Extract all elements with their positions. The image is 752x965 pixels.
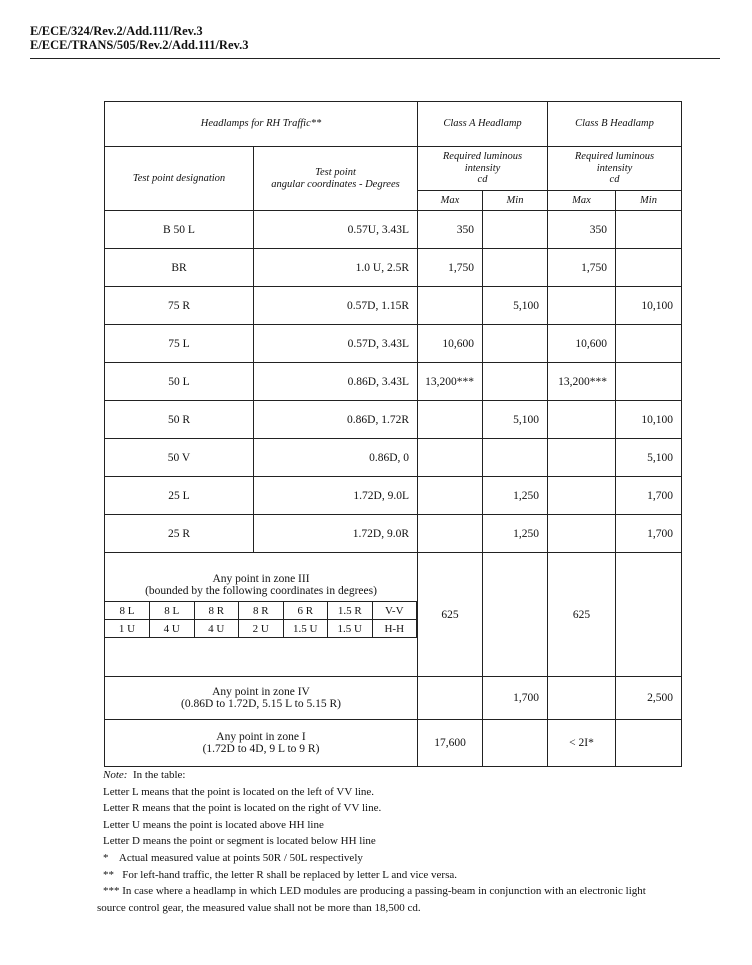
zone-i-class-a-max: 17,600 [418,720,483,767]
coordinates-cell: 1.72D, 9.0R [254,515,418,553]
class-a-min-cell [483,363,548,401]
zone-i-line2: (1.72D to 4D, 9 L to 9 R) [202,743,320,755]
test-point-cell: B 50 L [105,211,254,249]
zone-iii-line1: Any point in zone III [212,573,310,585]
zone-iv-row [105,677,682,720]
zone-coordinate: 2 U [239,620,284,638]
test-point-cell: 75 L [105,325,254,363]
class-a-min-cell [483,249,548,287]
table-row [105,211,682,249]
zone-coordinate: 1 U [105,620,150,638]
class-a-max-cell [418,439,483,477]
footnote-triple-star [97,883,657,916]
class-a-min-cell: 1,250 [483,477,548,515]
note-letter-u: Letter U means the point is located above HH line [103,818,324,831]
table-notes [97,767,657,916]
test-point-cell: BR [105,249,254,287]
test-point-cell: 50 L [105,363,254,401]
required-line3: cd [477,174,488,186]
class-b-max-header: Max [548,191,616,211]
zone-coordinate: 6 R [283,602,328,620]
zone-coordinate: V-V [372,602,417,620]
table-row [105,439,682,477]
document-header [30,24,720,52]
zone-i-class-b-max: < 2I* [548,720,616,767]
required-line2: intensity [464,162,501,174]
zone-iv-cell [105,677,418,720]
coordinates-cell: 1.0 U, 2.5R [254,249,418,287]
class-b-min-cell: 1,700 [616,515,682,553]
class-a-min-cell: 5,100 [483,287,548,325]
note-letter-l: Letter L means that the point is located on the left of VV line. [103,785,375,798]
class-a-max-cell: 350 [418,211,483,249]
zone-coordinate: 1.5 U [283,620,328,638]
coordinates-cell: 0.57D, 1.15R [254,287,418,325]
designation-header: Test point designation [105,147,254,211]
class-a-max-cell [418,515,483,553]
zone-iv-class-b-max [548,677,616,720]
zone-coordinate: H-H [372,620,417,638]
required-line3: cd [609,174,620,186]
class-b-min-cell: 10,100 [616,287,682,325]
zone-iii-coordinates [105,601,417,638]
class-a-min-cell [483,325,548,363]
class-b-max-cell [548,287,616,325]
coordinates-cell: 0.57D, 3.43L [254,325,418,363]
zone-iii-class-b-max: 625 [548,553,616,677]
coordinates-cell: 1.72D, 9.0L [254,477,418,515]
coordinates-cell: 0.57U, 3.43L [254,211,418,249]
zone-i-row [105,720,682,767]
zone-coordinate: 8 R [194,602,239,620]
class-a-max-cell: 1,750 [418,249,483,287]
zone-iii-class-b-min [616,553,682,677]
test-point-cell: 25 L [105,477,254,515]
class-b-min-cell [616,363,682,401]
class-b-header: Class B Headlamp [548,102,682,147]
table-row [105,325,682,363]
note-label: Note: [103,769,128,781]
coordinates-header-line2: angular coordinates - Degrees [271,178,400,190]
zone-iv-class-a-min: 1,700 [483,677,548,720]
class-b-max-cell [548,401,616,439]
title-row [105,102,682,147]
coordinates-cell: 0.86D, 1.72R [254,401,418,439]
class-b-min-cell: 1,700 [616,477,682,515]
zone-iv-line1: Any point in zone IV [212,686,310,698]
class-b-min-cell [616,211,682,249]
test-point-cell: 75 R [105,287,254,325]
class-a-min-header: Min [483,191,548,211]
class-b-max-cell: 13,200*** [548,363,616,401]
zone-iii-class-a-min [483,553,548,677]
class-b-required-header [548,147,682,191]
zone-iv-line2: (0.86D to 1.72D, 5.15 L to 5.15 R) [181,698,341,710]
footnote-text: For left-hand traffic, the letter R shall be replaced by letter L and vice versa. [122,868,457,881]
class-b-max-cell: 350 [548,211,616,249]
class-a-min-cell: 1,250 [483,515,548,553]
zone-coordinate: 4 U [150,620,195,638]
class-b-min-cell [616,249,682,287]
class-a-max-cell: 13,200*** [418,363,483,401]
class-a-min-cell: 5,100 [483,401,548,439]
table-row [105,401,682,439]
zone-iv-class-b-min: 2,500 [616,677,682,720]
footnote-marker: * [103,851,109,864]
document-symbol-2: E/ECE/TRANS/505/Rev.2/Add.111/Rev.3 [30,38,249,52]
note-letter-d: Letter D means the point or segment is located below HH line [103,835,376,848]
zone-iii-row [105,553,682,677]
class-b-max-cell: 10,600 [548,325,616,363]
coordinates-header [254,147,418,211]
class-a-max-cell [418,401,483,439]
table-row [105,515,682,553]
class-b-min-cell [616,325,682,363]
subheader-row [105,147,682,191]
footnote-marker: ** [103,868,114,881]
footnote-marker: *** [103,885,120,898]
class-b-max-cell [548,477,616,515]
zone-iv-class-a-max [418,677,483,720]
footnote-single-star [97,850,657,867]
footnote-text: In case where a headlamp in which LED modules are producing a passing-beam in conjunction with an electronic light source control gear, the measured value shall not be more than 18,500 cd. [97,885,646,914]
table-row [105,363,682,401]
class-b-min-header: Min [616,191,682,211]
coordinates-cell: 0.86D, 3.43L [254,363,418,401]
table-row [105,249,682,287]
coordinates-header-line1: Test point [315,167,356,178]
table-title: Headlamps for RH Traffic** [105,102,418,147]
document-symbol-1: E/ECE/324/Rev.2/Add.111/Rev.3 [30,24,203,38]
zone-i-line1: Any point in zone I [216,731,306,743]
class-b-max-cell: 1,750 [548,249,616,287]
required-line2: intensity [596,162,633,174]
footnote-text: Actual measured value at points 50R / 50L respectively [118,851,363,864]
class-a-max-header: Max [418,191,483,211]
class-a-max-cell [418,477,483,515]
class-a-header: Class A Headlamp [418,102,548,147]
class-b-max-cell [548,515,616,553]
coordinates-cell: 0.86D, 0 [254,439,418,477]
test-point-cell: 25 R [105,515,254,553]
zone-coordinate: 8 R [239,602,284,620]
zone-coordinate: 8 L [105,602,150,620]
test-point-cell: 50 R [105,401,254,439]
zone-iii-row-1 [105,602,417,620]
class-a-required-header [418,147,548,191]
class-a-max-cell [418,287,483,325]
header-rule [30,58,720,59]
note-letter-r: Letter R means that the point is located on the right of VV line. [103,802,382,815]
footnote-double-star [97,867,657,884]
test-point-cell: 50 V [105,439,254,477]
zone-iii-class-a-max: 625 [418,553,483,677]
class-a-min-cell [483,439,548,477]
class-a-min-cell [483,211,548,249]
required-line1: Required luminous [574,151,655,163]
zone-iii-row-2 [105,620,417,638]
headlamp-table [104,101,682,767]
zone-coordinate: 4 U [194,620,239,638]
class-b-min-cell: 5,100 [616,439,682,477]
note-intro [97,767,657,784]
zone-iii-line2: (bounded by the following coordinates in degrees) [145,585,377,597]
zone-coordinate: 8 L [150,602,195,620]
table-row [105,477,682,515]
zone-i-class-a-min [483,720,548,767]
note-intro-text: In the table: [132,769,186,781]
zone-coordinate: 1.5 U [328,620,373,638]
class-b-min-cell: 10,100 [616,401,682,439]
required-line1: Required luminous [442,151,523,163]
zone-coordinate: 1.5 R [328,602,373,620]
class-a-max-cell: 10,600 [418,325,483,363]
table-row [105,287,682,325]
zone-iii-cell [105,553,418,677]
zone-i-cell [105,720,418,767]
class-b-max-cell [548,439,616,477]
zone-i-class-b-min [616,720,682,767]
